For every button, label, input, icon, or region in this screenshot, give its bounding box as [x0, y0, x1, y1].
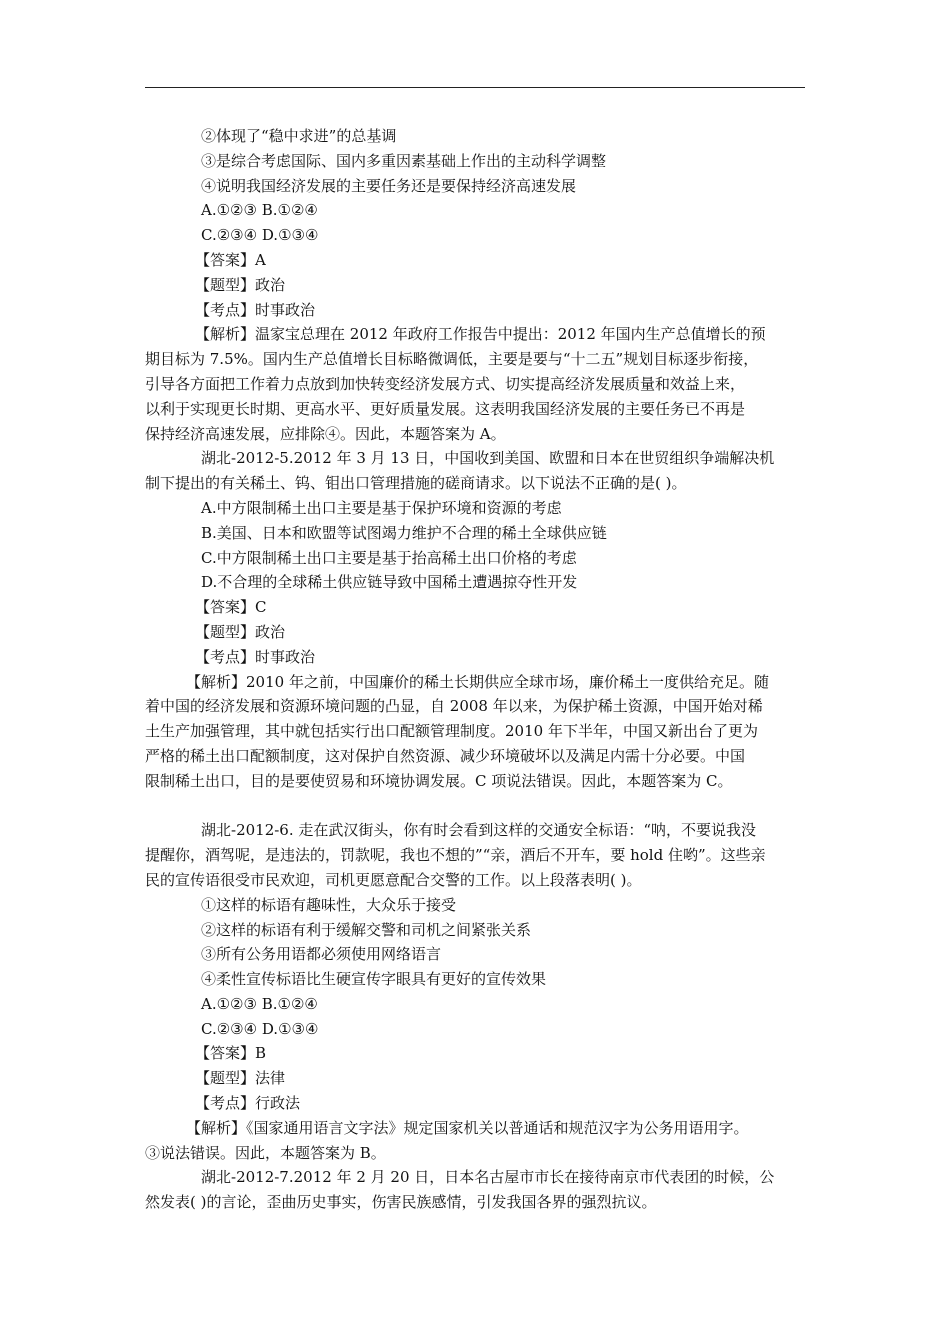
option-4: ④柔性宣传标语比生硬宣传字眼具有更好的宣传效果: [201, 970, 547, 989]
choices-line-2: C.②③④ D.①③④: [201, 1019, 319, 1038]
choices-line-2: C.②③④ D.①③④: [201, 226, 319, 245]
analysis-line: 期目标为 7.5%。国内生产总值增长目标略微调低，主要是要与“十二五”规划目标逐步衔接，: [145, 350, 759, 369]
analysis-line: 以利于实现更长时期、更高水平、更好质量发展。这表明我国经济发展的主要任务已不再是: [145, 399, 746, 418]
type-label: 【题型】政治: [195, 622, 286, 641]
analysis-line: 限制稀土出口，目的是要使贸易和环境协调发展。C 项说法错误。因此，本题答案为 C。: [145, 771, 733, 790]
analysis-line: 保持经济高速发展，应排除④。因此，本题答案为 A。: [145, 424, 506, 443]
choices-line-1: A.①②③ B.①②④: [201, 994, 318, 1013]
point-label: 【考点】时事政治: [195, 647, 316, 666]
point-label: 【考点】时事政治: [195, 300, 316, 319]
header-rule: [145, 87, 805, 88]
analysis-line: 【解析】温家宝总理在 2012 年政府工作报告中提出：2012 年国内生产总值增长的预: [195, 325, 766, 344]
analysis-line: 着中国的经济发展和资源环境问题的凸显，自 2008 年以来，为保护稀土资源，中国开始对稀: [145, 697, 763, 716]
option-2: ②体现了“稳中求进”的总基调: [201, 127, 397, 145]
option-3: ③是综合考虑国际、国内多重因素基础上作出的主动科学调整: [201, 151, 607, 170]
question-stem: 民的宣传语很受市民欢迎，司机更愿意配合交警的工作。以上段落表明( )。: [145, 870, 642, 889]
document-body: [145, 124, 809, 1215]
blank-line: [145, 794, 809, 819]
question-stem: 湖北-2012-6. 走在武汉街头，你有时会看到这样的交通安全标语：“呐，不要说我没: [201, 821, 757, 840]
question-stem: 湖北-2012-5.2012 年 3 月 13 日，中国收到美国、欧盟和日本在世贸组织争端解决机: [201, 449, 775, 468]
type-label: 【题型】政治: [195, 275, 286, 294]
answer-label: 【答案】A: [195, 250, 266, 269]
analysis-line: 【解析】2010 年之前，中国廉价的稀土长期供应全球市场，廉价稀土一度供给充足。随: [186, 672, 769, 691]
question-stem: 制下提出的有关稀土、钨、钼出口管理措施的磋商请求。以下说法不正确的是( )。: [145, 474, 687, 493]
answer-label: 【答案】B: [195, 1044, 267, 1063]
analysis-line: ③说法错误。因此，本题答案为 B。: [145, 1143, 386, 1162]
analysis-line: 引导各方面把工作着力点放到加快转变经济发展方式、切实提高经济发展质量和效益上来，: [145, 374, 746, 393]
analysis-line: 【解析】《国家通用语言文字法》规定国家机关以普通话和规范汉字为公务用语用字。: [186, 1118, 749, 1137]
analysis-line: 严格的稀土出口配额制度，这对保护自然资源、减少环境破坏以及满足内需十分必要。中国: [145, 746, 746, 765]
option-1: ①这样的标语有趣味性，大众乐于接受: [201, 895, 457, 914]
question-stem: 然发表( )的言论，歪曲历史事实，伤害民族感情，引发我国各界的强烈抗议。: [145, 1193, 657, 1212]
option-3: ③所有公务用语都必须使用网络语言: [201, 945, 442, 964]
choices-line-1: A.①②③ B.①②④: [201, 201, 318, 220]
option-4: ④说明我国经济发展的主要任务还是要保持经济高速发展: [201, 176, 577, 195]
option-a: A.中方限制稀土出口主要是基于保护环境和资源的考虑: [201, 498, 562, 517]
question-stem: 湖北-2012-7.2012 年 2 月 20 日，日本名古屋市市长在接待南京市代表团的时候，公: [201, 1168, 775, 1187]
answer-label: 【答案】C: [195, 598, 267, 617]
option-c: C.中方限制稀土出口主要是基于抬高稀土出口价格的考虑: [201, 548, 577, 567]
option-d: D.不合理的全球稀土供应链导致中国稀土遭遇掠夺性开发: [201, 573, 578, 592]
option-2: ②这样的标语有利于缓解交警和司机之间紧张关系: [201, 920, 532, 939]
point-label: 【考点】行政法: [195, 1094, 301, 1113]
option-b: B.美国、日本和欧盟等试图竭力维护不合理的稀土全球供应链: [201, 523, 607, 542]
analysis-line: 土生产加强管理，其中就包括实行出口配额管理制度。2010 年下半年，中国又新出台了更为: [145, 722, 758, 741]
question-stem: 提醒你，酒驾呢，是违法的，罚款呢，我也不想的”“亲，酒后不开车，要 hold 住哟”。这些亲: [145, 846, 766, 865]
type-label: 【题型】法律: [195, 1069, 286, 1088]
